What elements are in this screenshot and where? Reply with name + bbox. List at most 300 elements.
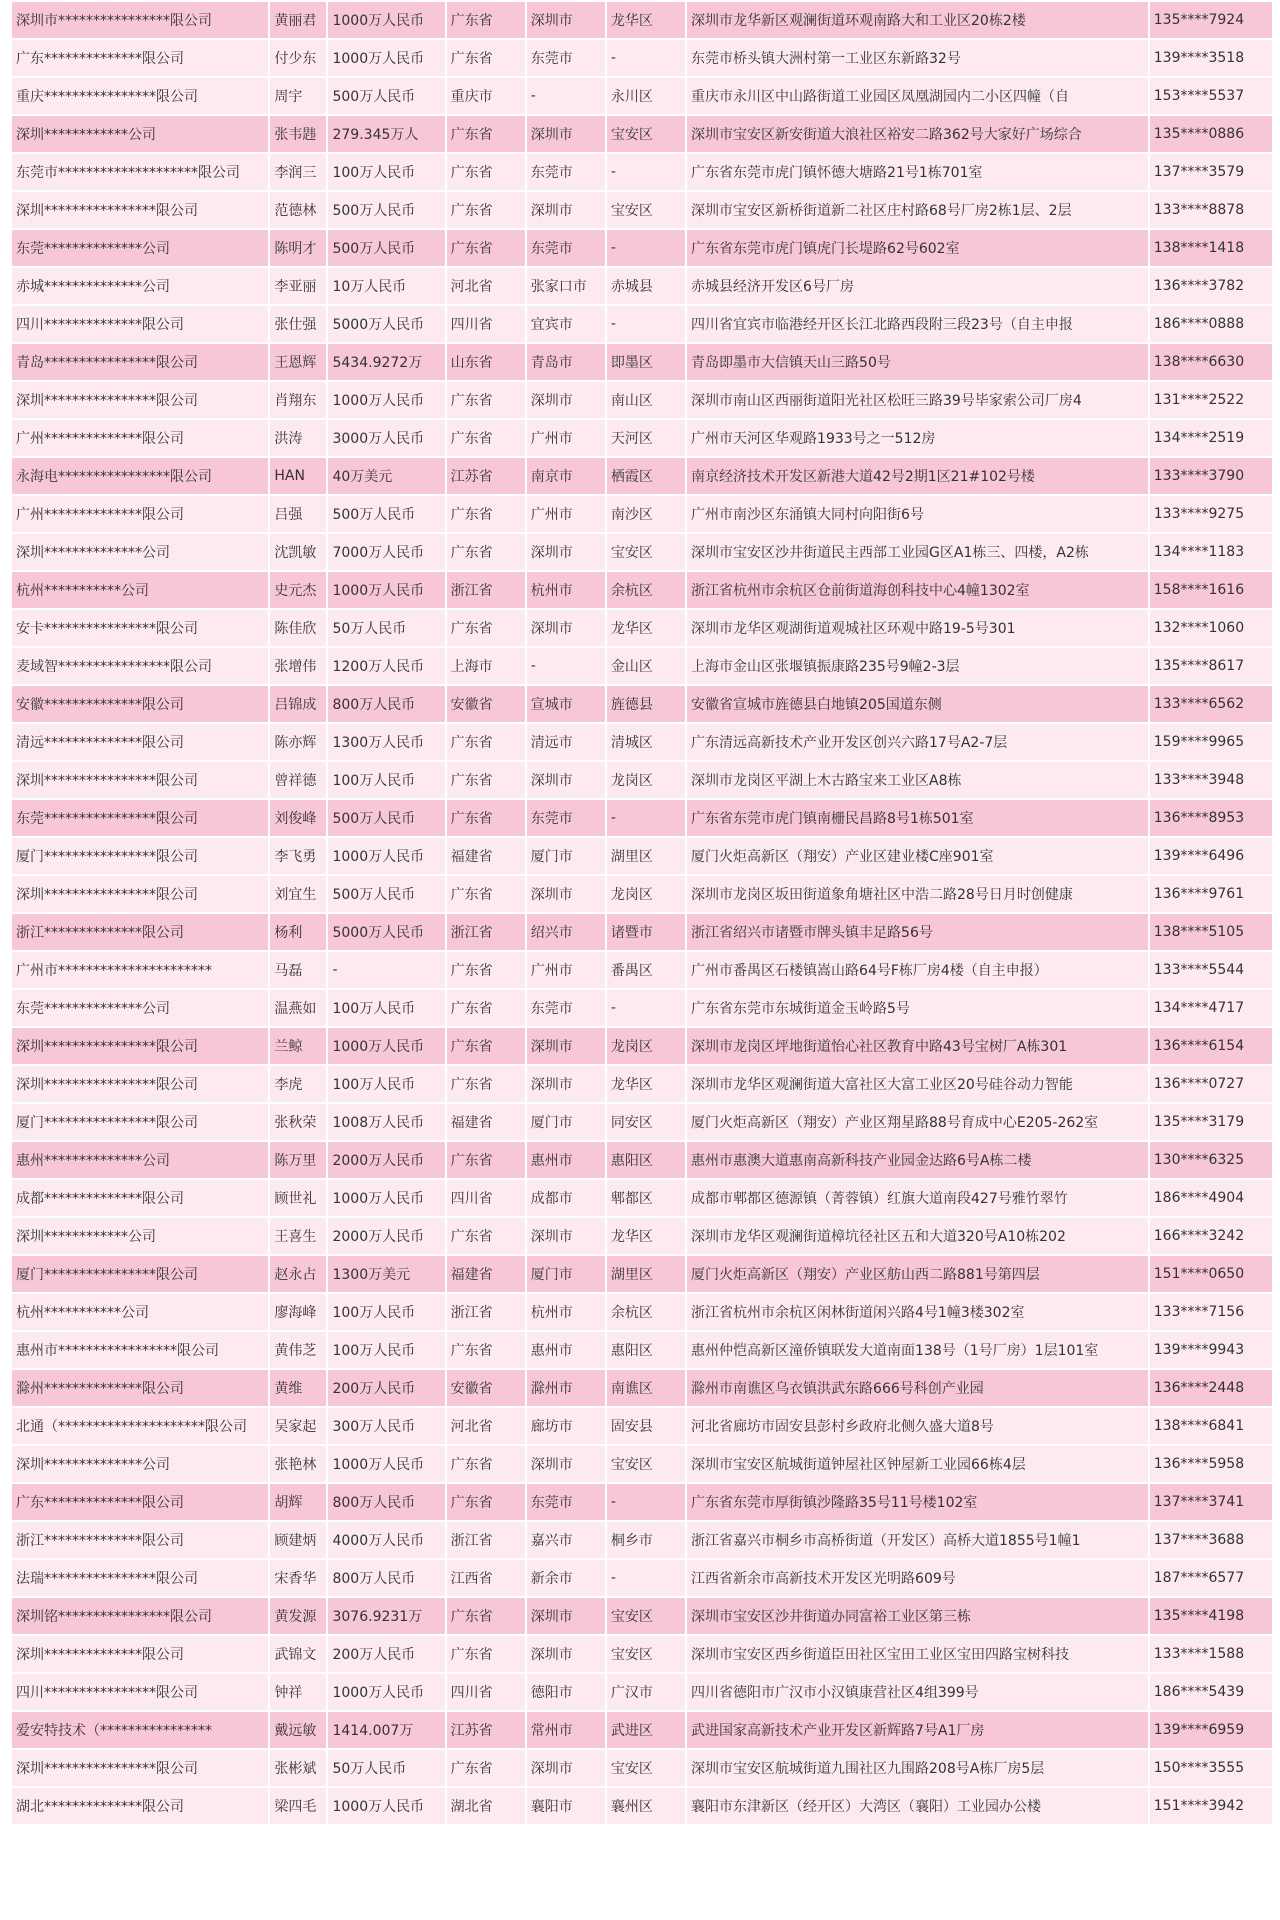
province-cell: 浙江省 — [447, 572, 525, 608]
table-row — [12, 116, 1272, 152]
table-row — [12, 420, 1272, 456]
phone-cell: 136****0727 — [1150, 1066, 1272, 1102]
company-name-cell: 杭州***********公司 — [12, 572, 268, 608]
address-cell: 深圳市宝安区航城街道钟屋社区钟屋新工业园66栋4层 — [687, 1446, 1148, 1482]
district-cell: 宝安区 — [607, 534, 685, 570]
address-cell: 江西省新余市高新技术开发区光明路609号 — [687, 1560, 1148, 1596]
district-cell: 余杭区 — [607, 572, 685, 608]
city-cell: 滁州市 — [527, 1370, 605, 1406]
province-cell: 广东省 — [447, 800, 525, 836]
table-row — [12, 1332, 1272, 1368]
province-cell: 四川省 — [447, 1674, 525, 1710]
legal-rep-cell: 刘宜生 — [270, 876, 326, 912]
company-name-cell: 东莞**************公司 — [12, 230, 268, 266]
city-cell: 惠州市 — [527, 1332, 605, 1368]
company-name-cell: 东莞**************公司 — [12, 990, 268, 1026]
legal-rep-cell: 李润三 — [270, 154, 326, 190]
province-cell: 广东省 — [447, 762, 525, 798]
table-row — [12, 876, 1272, 912]
province-cell: 广东省 — [447, 116, 525, 152]
company-name-cell: 四川**************限公司 — [12, 306, 268, 342]
legal-rep-cell: 赵永占 — [270, 1256, 326, 1292]
company-name-cell: 北通（*********************限公司 — [12, 1408, 268, 1444]
company-name-cell: 东莞****************限公司 — [12, 800, 268, 836]
address-cell: 深圳市龙华新区观澜街道环观南路大和工业区20栋2楼 — [687, 2, 1148, 38]
registered-capital-cell: 5000万人民币 — [328, 914, 444, 950]
district-cell: 南山区 — [607, 382, 685, 418]
legal-rep-cell: 李飞勇 — [270, 838, 326, 874]
phone-cell: 150****3555 — [1150, 1750, 1272, 1786]
company-name-cell: 浙江**************限公司 — [12, 914, 268, 950]
district-cell: 宝安区 — [607, 192, 685, 228]
address-cell: 广东清远高新技术产业开发区创兴六路17号A2-7层 — [687, 724, 1148, 760]
registered-capital-cell: 1000万人民币 — [328, 1446, 444, 1482]
province-cell: 广东省 — [447, 1332, 525, 1368]
city-cell: 嘉兴市 — [527, 1522, 605, 1558]
company-name-cell: 广东**************限公司 — [12, 40, 268, 76]
district-cell: 宝安区 — [607, 1750, 685, 1786]
phone-cell: 135****4198 — [1150, 1598, 1272, 1634]
table-row — [12, 1560, 1272, 1596]
address-cell: 深圳市宝安区沙井街道民主西部工业园G区A1栋三、四楼，A2栋 — [687, 534, 1148, 570]
registered-capital-cell: 100万人民币 — [328, 990, 444, 1026]
city-cell: 深圳市 — [527, 1636, 605, 1672]
company-name-cell: 成都**************限公司 — [12, 1180, 268, 1216]
phone-cell: 136****2448 — [1150, 1370, 1272, 1406]
address-cell: 广东省东莞市东城街道金玉岭路5号 — [687, 990, 1148, 1026]
company-name-cell: 深圳****************限公司 — [12, 192, 268, 228]
district-cell: 宝安区 — [607, 1598, 685, 1634]
phone-cell: 136****6154 — [1150, 1028, 1272, 1064]
province-cell: 广东省 — [447, 724, 525, 760]
city-cell: 东莞市 — [527, 990, 605, 1026]
table-row — [12, 154, 1272, 190]
address-cell: 厦门火炬高新区（翔安）产业区建业楼C座901室 — [687, 838, 1148, 874]
company-name-cell: 爱安特技术（**************** — [12, 1712, 268, 1748]
phone-cell: 133****5544 — [1150, 952, 1272, 988]
district-cell: 龙岗区 — [607, 1028, 685, 1064]
district-cell: 龙岗区 — [607, 762, 685, 798]
company-name-cell: 东莞市********************限公司 — [12, 154, 268, 190]
registered-capital-cell: 1300万人民币 — [328, 724, 444, 760]
address-cell: 广东省东莞市虎门镇南栅民昌路8号1栋501室 — [687, 800, 1148, 836]
company-table-body — [12, 2, 1272, 1824]
district-cell: 永川区 — [607, 78, 685, 114]
table-row — [12, 1218, 1272, 1254]
city-cell: 清远市 — [527, 724, 605, 760]
table-row — [12, 1484, 1272, 1520]
address-cell: 深圳市龙岗区平湖上木古路宝来工业区A8栋 — [687, 762, 1148, 798]
city-cell: 厦门市 — [527, 838, 605, 874]
city-cell: 成都市 — [527, 1180, 605, 1216]
phone-cell: 133****7156 — [1150, 1294, 1272, 1330]
city-cell: 张家口市 — [527, 268, 605, 304]
registered-capital-cell: 1000万人民币 — [328, 1180, 444, 1216]
district-cell: 天河区 — [607, 420, 685, 456]
province-cell: 广东省 — [447, 1142, 525, 1178]
table-row — [12, 1408, 1272, 1444]
phone-cell: 159****9965 — [1150, 724, 1272, 760]
city-cell: 广州市 — [527, 420, 605, 456]
company-name-cell: 厦门****************限公司 — [12, 838, 268, 874]
province-cell: 浙江省 — [447, 1294, 525, 1330]
address-cell: 厦门火炬高新区（翔安）产业区舫山西二路881号第四层 — [687, 1256, 1148, 1292]
phone-cell: 136****3782 — [1150, 268, 1272, 304]
address-cell: 深圳市龙华区观澜街道樟坑径社区五和大道320号A10栋202 — [687, 1218, 1148, 1254]
registered-capital-cell: 1000万人民币 — [328, 1674, 444, 1710]
legal-rep-cell: 范德林 — [270, 192, 326, 228]
address-cell: 襄阳市东津新区（经开区）大湾区（襄阳）工业园办公楼 — [687, 1788, 1148, 1824]
registered-capital-cell: 3000万人民币 — [328, 420, 444, 456]
registered-capital-cell: 5434.9272万 — [328, 344, 444, 380]
table-row — [12, 1446, 1272, 1482]
district-cell: 郫都区 — [607, 1180, 685, 1216]
district-cell: 金山区 — [607, 648, 685, 684]
legal-rep-cell: 沈凯敏 — [270, 534, 326, 570]
company-name-cell: 法瑞****************限公司 — [12, 1560, 268, 1596]
company-name-cell: 广州市********************** — [12, 952, 268, 988]
legal-rep-cell: 王喜生 — [270, 1218, 326, 1254]
company-name-cell: 四川****************限公司 — [12, 1674, 268, 1710]
company-name-cell: 深圳**************限公司 — [12, 1636, 268, 1672]
company-name-cell: 深圳**************公司 — [12, 1446, 268, 1482]
province-cell: 福建省 — [447, 1256, 525, 1292]
province-cell: 广东省 — [447, 1066, 525, 1102]
legal-rep-cell: 戴远敏 — [270, 1712, 326, 1748]
address-cell: 青岛即墨市大信镇天山三路50号 — [687, 344, 1148, 380]
legal-rep-cell: 曾祥德 — [270, 762, 326, 798]
company-name-cell: 深圳****************限公司 — [12, 876, 268, 912]
legal-rep-cell: 张艳林 — [270, 1446, 326, 1482]
city-cell: 深圳市 — [527, 762, 605, 798]
phone-cell: 151****0650 — [1150, 1256, 1272, 1292]
city-cell: 杭州市 — [527, 572, 605, 608]
district-cell: 同安区 — [607, 1104, 685, 1140]
address-cell: 浙江省绍兴市诸暨市牌头镇丰足路56号 — [687, 914, 1148, 950]
city-cell: 东莞市 — [527, 154, 605, 190]
address-cell: 深圳市宝安区沙井街道办同富裕工业区第三栋 — [687, 1598, 1148, 1634]
province-cell: 四川省 — [447, 306, 525, 342]
table-row — [12, 1788, 1272, 1824]
district-cell: 余杭区 — [607, 1294, 685, 1330]
phone-cell: 158****1616 — [1150, 572, 1272, 608]
city-cell: 深圳市 — [527, 192, 605, 228]
province-cell: 广东省 — [447, 1636, 525, 1672]
legal-rep-cell: 宋香华 — [270, 1560, 326, 1596]
phone-cell: 186****5439 — [1150, 1674, 1272, 1710]
address-cell: 广东省东莞市虎门镇怀德大塘路21号1栋701室 — [687, 154, 1148, 190]
province-cell: 广东省 — [447, 876, 525, 912]
address-cell: 浙江省杭州市余杭区闲林街道闲兴路4号1幢3楼302室 — [687, 1294, 1148, 1330]
registered-capital-cell: 1000万人民币 — [328, 40, 444, 76]
registered-capital-cell: 100万人民币 — [328, 1332, 444, 1368]
district-cell: 桐乡市 — [607, 1522, 685, 1558]
registered-capital-cell: 500万人民币 — [328, 876, 444, 912]
province-cell: 广东省 — [447, 192, 525, 228]
registered-capital-cell: 5000万人民币 — [328, 306, 444, 342]
city-cell: 深圳市 — [527, 1066, 605, 1102]
city-cell: 绍兴市 — [527, 914, 605, 950]
address-cell: 深圳市宝安区新桥街道新二社区庄村路68号厂房2栋1层、2层 — [687, 192, 1148, 228]
table-row — [12, 724, 1272, 760]
registered-capital-cell: - — [328, 952, 444, 988]
city-cell: 德阳市 — [527, 1674, 605, 1710]
address-cell: 惠州仲恺高新区潼侨镇联发大道南面138号（1号厂房）1层101室 — [687, 1332, 1148, 1368]
registered-capital-cell: 100万人民币 — [328, 762, 444, 798]
table-row — [12, 1142, 1272, 1178]
registered-capital-cell: 1000万人民币 — [328, 1788, 444, 1824]
phone-cell: 186****0888 — [1150, 306, 1272, 342]
province-cell: 广东省 — [447, 1598, 525, 1634]
province-cell: 广东省 — [447, 1028, 525, 1064]
city-cell: 宣城市 — [527, 686, 605, 722]
table-row — [12, 1522, 1272, 1558]
city-cell: 廊坊市 — [527, 1408, 605, 1444]
registered-capital-cell: 2000万人民币 — [328, 1218, 444, 1254]
table-row — [12, 306, 1272, 342]
phone-cell: 136****8953 — [1150, 800, 1272, 836]
district-cell: - — [607, 306, 685, 342]
province-cell: 广东省 — [447, 990, 525, 1026]
address-cell: 深圳市龙岗区坂田街道象角塘社区中浩二路28号日月时创健康 — [687, 876, 1148, 912]
company-name-cell: 深圳****************限公司 — [12, 1028, 268, 1064]
legal-rep-cell: HAN — [270, 458, 326, 494]
address-cell: 惠州市惠澳大道惠南高新科技产业园金达路6号A栋二楼 — [687, 1142, 1148, 1178]
address-cell: 成都市郫都区德源镇（菁蓉镇）红旗大道南段427号雅竹翠竹 — [687, 1180, 1148, 1216]
company-name-cell: 湖北**************限公司 — [12, 1788, 268, 1824]
table-row — [12, 838, 1272, 874]
city-cell: 东莞市 — [527, 40, 605, 76]
district-cell: 宝安区 — [607, 1446, 685, 1482]
province-cell: 广东省 — [447, 610, 525, 646]
phone-cell: 153****5537 — [1150, 78, 1272, 114]
legal-rep-cell: 张韦韪 — [270, 116, 326, 152]
company-name-cell: 滁州**************限公司 — [12, 1370, 268, 1406]
address-cell: 广东省东莞市厚街镇沙隆路35号11号楼102室 — [687, 1484, 1148, 1520]
address-cell: 四川省宜宾市临港经开区长江北路西段附三段23号（自主申报 — [687, 306, 1148, 342]
province-cell: 广东省 — [447, 154, 525, 190]
phone-cell: 138****6630 — [1150, 344, 1272, 380]
legal-rep-cell: 史元杰 — [270, 572, 326, 608]
phone-cell: 166****3242 — [1150, 1218, 1272, 1254]
registered-capital-cell: 1300万美元 — [328, 1256, 444, 1292]
province-cell: 广东省 — [447, 534, 525, 570]
address-cell: 东莞市桥头镇大洲村第一工业区东新路32号 — [687, 40, 1148, 76]
registered-capital-cell: 1000万人民币 — [328, 572, 444, 608]
address-cell: 广东省东莞市虎门镇虎门长堤路62号602室 — [687, 230, 1148, 266]
company-name-cell: 清远**************限公司 — [12, 724, 268, 760]
district-cell: 诸暨市 — [607, 914, 685, 950]
table-row — [12, 572, 1272, 608]
city-cell: 青岛市 — [527, 344, 605, 380]
table-row — [12, 534, 1272, 570]
city-cell: 深圳市 — [527, 534, 605, 570]
company-name-cell: 安徽**************限公司 — [12, 686, 268, 722]
district-cell: 即墨区 — [607, 344, 685, 380]
district-cell: 栖霞区 — [607, 458, 685, 494]
city-cell: 宜宾市 — [527, 306, 605, 342]
district-cell: 南谯区 — [607, 1370, 685, 1406]
registered-capital-cell: 40万美元 — [328, 458, 444, 494]
phone-cell: 151****3942 — [1150, 1788, 1272, 1824]
address-cell: 赤城县经济开发区6号厂房 — [687, 268, 1148, 304]
registered-capital-cell: 800万人民币 — [328, 1560, 444, 1596]
legal-rep-cell: 付少东 — [270, 40, 326, 76]
phone-cell: 132****1060 — [1150, 610, 1272, 646]
district-cell: 宝安区 — [607, 1636, 685, 1672]
province-cell: 江西省 — [447, 1560, 525, 1596]
district-cell: - — [607, 800, 685, 836]
table-row — [12, 1674, 1272, 1710]
phone-cell: 134****4717 — [1150, 990, 1272, 1026]
legal-rep-cell: 杨利 — [270, 914, 326, 950]
registered-capital-cell: 3076.9231万 — [328, 1598, 444, 1634]
legal-rep-cell: 马磊 — [270, 952, 326, 988]
city-cell: 深圳市 — [527, 1028, 605, 1064]
company-name-cell: 深圳****************限公司 — [12, 762, 268, 798]
table-row — [12, 610, 1272, 646]
registered-capital-cell: 279.345万人 — [328, 116, 444, 152]
legal-rep-cell: 黄伟芝 — [270, 1332, 326, 1368]
table-row — [12, 1066, 1272, 1102]
address-cell: 深圳市南山区西丽街道阳光社区松旺三路39号毕家索公司厂房4 — [687, 382, 1148, 418]
province-cell: 江苏省 — [447, 458, 525, 494]
phone-cell: 135****8617 — [1150, 648, 1272, 684]
province-cell: 江苏省 — [447, 1712, 525, 1748]
district-cell: - — [607, 1484, 685, 1520]
legal-rep-cell: 廖海峰 — [270, 1294, 326, 1330]
province-cell: 河北省 — [447, 1408, 525, 1444]
district-cell: 惠阳区 — [607, 1332, 685, 1368]
company-name-cell: 厦门****************限公司 — [12, 1104, 268, 1140]
city-cell: 东莞市 — [527, 1484, 605, 1520]
district-cell: 旌德县 — [607, 686, 685, 722]
province-cell: 山东省 — [447, 344, 525, 380]
company-name-cell: 广东**************限公司 — [12, 1484, 268, 1520]
legal-rep-cell: 张仕强 — [270, 306, 326, 342]
table-row — [12, 686, 1272, 722]
legal-rep-cell: 张秋荣 — [270, 1104, 326, 1140]
phone-cell: 139****3518 — [1150, 40, 1272, 76]
address-cell: 厦门火炬高新区（翔安）产业区翔星路88号育成中心E205-262室 — [687, 1104, 1148, 1140]
city-cell: 惠州市 — [527, 1142, 605, 1178]
legal-rep-cell: 武锦文 — [270, 1636, 326, 1672]
province-cell: 广东省 — [447, 1750, 525, 1786]
address-cell: 重庆市永川区中山路街道工业园区凤凰湖园内二小区四幢（自 — [687, 78, 1148, 114]
company-name-cell: 青岛****************限公司 — [12, 344, 268, 380]
registered-capital-cell: 4000万人民币 — [328, 1522, 444, 1558]
address-cell: 广州市南沙区东涌镇大同村向阳街6号 — [687, 496, 1148, 532]
legal-rep-cell: 李亚丽 — [270, 268, 326, 304]
address-cell: 广州市天河区华观路1933号之一512房 — [687, 420, 1148, 456]
address-cell: 浙江省杭州市余杭区仓前街道海创科技中心4幢1302室 — [687, 572, 1148, 608]
city-cell: 新余市 — [527, 1560, 605, 1596]
phone-cell: 138****5105 — [1150, 914, 1272, 950]
table-row — [12, 344, 1272, 380]
city-cell: 广州市 — [527, 496, 605, 532]
company-name-cell: 深圳铭****************限公司 — [12, 1598, 268, 1634]
registered-capital-cell: 50万人民币 — [328, 610, 444, 646]
city-cell: 广州市 — [527, 952, 605, 988]
company-name-cell: 深圳市****************限公司 — [12, 2, 268, 38]
phone-cell: 138****6841 — [1150, 1408, 1272, 1444]
city-cell: 深圳市 — [527, 116, 605, 152]
city-cell: 深圳市 — [527, 382, 605, 418]
table-row — [12, 648, 1272, 684]
company-name-cell: 深圳****************限公司 — [12, 382, 268, 418]
district-cell: 龙华区 — [607, 2, 685, 38]
city-cell: 南京市 — [527, 458, 605, 494]
legal-rep-cell: 黄丽君 — [270, 2, 326, 38]
address-cell: 武进国家高新技术产业开发区新辉路7号A1厂房 — [687, 1712, 1148, 1748]
company-name-cell: 深圳**************公司 — [12, 534, 268, 570]
registered-capital-cell: 7000万人民币 — [328, 534, 444, 570]
table-row — [12, 800, 1272, 836]
city-cell: 东莞市 — [527, 800, 605, 836]
address-cell: 深圳市宝安区航城街道九围社区九围路208号A栋厂房5层 — [687, 1750, 1148, 1786]
table-row — [12, 192, 1272, 228]
province-cell: 广东省 — [447, 1446, 525, 1482]
table-row — [12, 1750, 1272, 1786]
registered-capital-cell: 200万人民币 — [328, 1370, 444, 1406]
city-cell: 襄阳市 — [527, 1788, 605, 1824]
address-cell: 深圳市龙岗区坪地街道怡心社区教育中路43号宝树厂A栋301 — [687, 1028, 1148, 1064]
district-cell: 南沙区 — [607, 496, 685, 532]
registered-capital-cell: 800万人民币 — [328, 686, 444, 722]
legal-rep-cell: 陈明才 — [270, 230, 326, 266]
company-name-cell: 浙江**************限公司 — [12, 1522, 268, 1558]
company-name-cell: 杭州***********公司 — [12, 1294, 268, 1330]
phone-cell: 133****3790 — [1150, 458, 1272, 494]
phone-cell: 135****7924 — [1150, 2, 1272, 38]
district-cell: 襄州区 — [607, 1788, 685, 1824]
phone-cell: 133****8878 — [1150, 192, 1272, 228]
phone-cell: 137****3579 — [1150, 154, 1272, 190]
legal-rep-cell: 顾建炳 — [270, 1522, 326, 1558]
district-cell: 清城区 — [607, 724, 685, 760]
table-row — [12, 1598, 1272, 1634]
legal-rep-cell: 黄发源 — [270, 1598, 326, 1634]
legal-rep-cell: 张增伟 — [270, 648, 326, 684]
district-cell: 赤城县 — [607, 268, 685, 304]
legal-rep-cell: 吕锦成 — [270, 686, 326, 722]
registered-capital-cell: 1414.007万 — [328, 1712, 444, 1748]
district-cell: - — [607, 40, 685, 76]
company-name-cell: 深圳************公司 — [12, 116, 268, 152]
legal-rep-cell: 刘俊峰 — [270, 800, 326, 836]
registered-capital-cell: 1008万人民币 — [328, 1104, 444, 1140]
province-cell: 广东省 — [447, 952, 525, 988]
province-cell: 福建省 — [447, 1104, 525, 1140]
phone-cell: 135****3179 — [1150, 1104, 1272, 1140]
city-cell: 深圳市 — [527, 1446, 605, 1482]
registered-capital-cell: 1200万人民币 — [328, 648, 444, 684]
table-row — [12, 1712, 1272, 1748]
company-name-cell: 厦门****************限公司 — [12, 1256, 268, 1292]
table-row — [12, 762, 1272, 798]
table-row — [12, 40, 1272, 76]
table-row — [12, 458, 1272, 494]
province-cell: 广东省 — [447, 1218, 525, 1254]
legal-rep-cell: 陈佳欣 — [270, 610, 326, 646]
table-row — [12, 78, 1272, 114]
table-row — [12, 990, 1272, 1026]
company-name-cell: 广州**************限公司 — [12, 496, 268, 532]
phone-cell: 130****6325 — [1150, 1142, 1272, 1178]
city-cell: 常州市 — [527, 1712, 605, 1748]
province-cell: 广东省 — [447, 40, 525, 76]
legal-rep-cell: 周宇 — [270, 78, 326, 114]
